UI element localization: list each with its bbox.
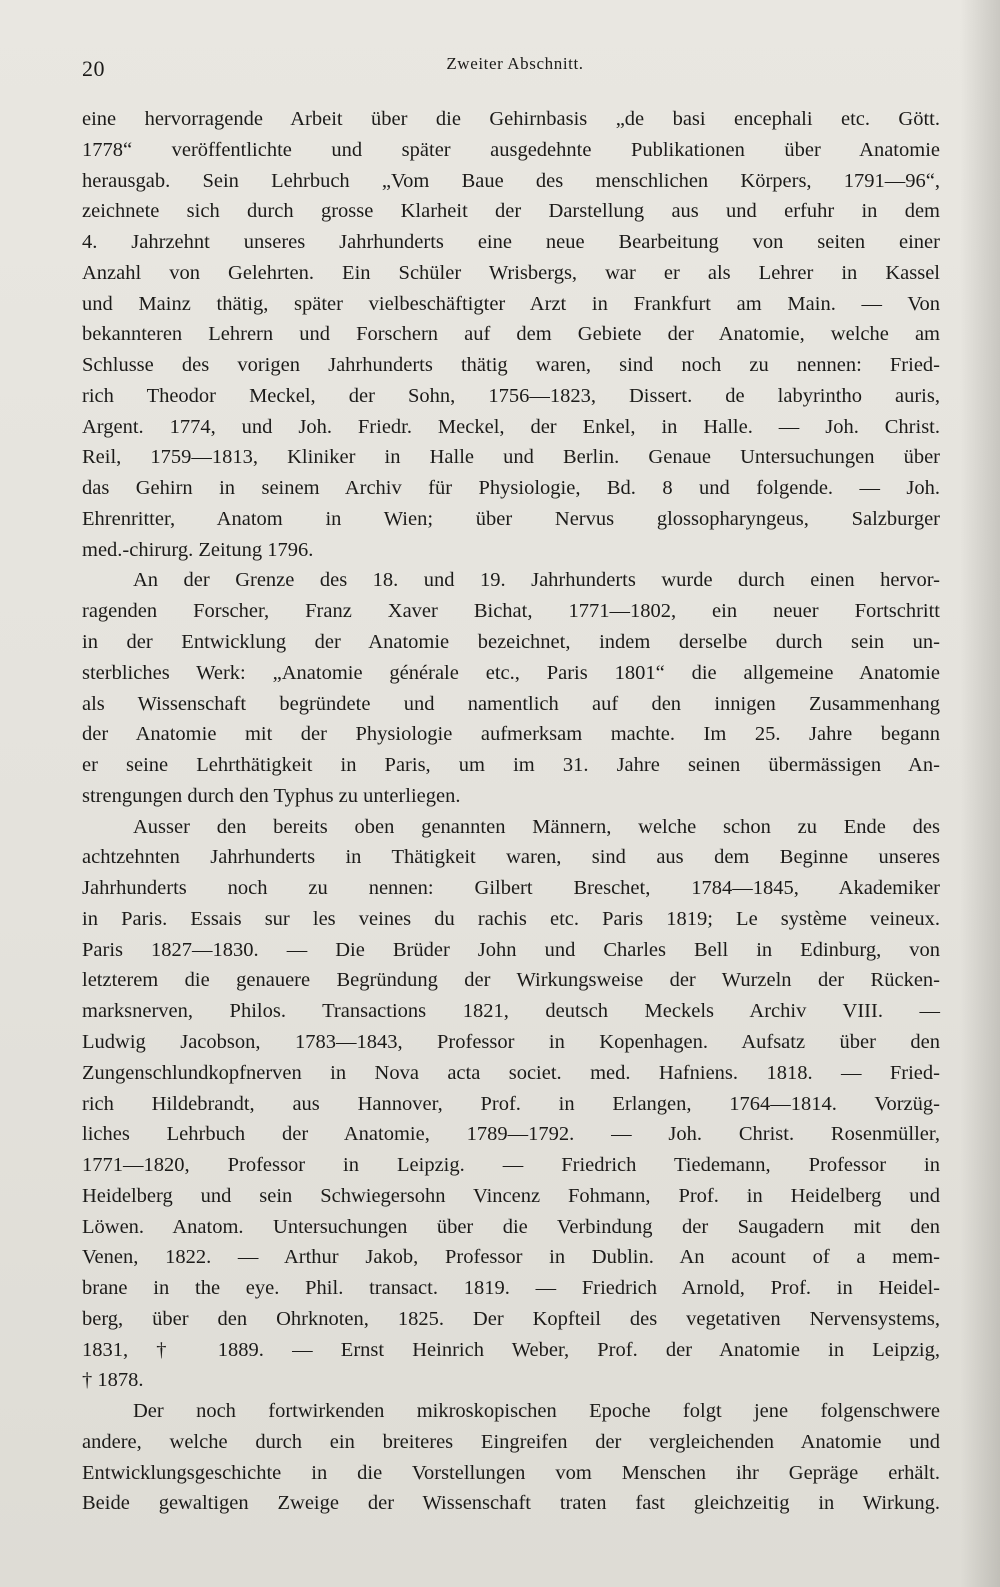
text-line: liches Lehrbuch der Anatomie, 1789—1792. — Joh. Christ. Rosenmüller, [82, 1123, 940, 1146]
text-line: in Paris. Essais sur les veines du rachis etc. Paris 1819; Le système veineux. [82, 907, 940, 930]
text-line: bekannteren Lehrern und Forschern auf dem Gebiete der Anatomie, welche am [82, 323, 940, 346]
text-line: andere, welche durch ein breiteres Eingreifen der vergleichenden Anatomie und [82, 1430, 940, 1453]
text-line: sterbliches Werk: „Anatomie générale etc., Paris 1801“ die allgemeine Anatomie [82, 661, 940, 684]
text-line: 1831, † 1889. — Ernst Heinrich Weber, Prof. der Anatomie in Leipzig, [82, 1338, 940, 1361]
text-line: und Mainz thätig, später vielbeschäftigter Arzt in Frankfurt am Main. — Von [82, 292, 940, 315]
page-header [82, 52, 948, 86]
text-line: Anzahl von Gelehrten. Ein Schüler Wrisbergs, war er als Lehrer in Kassel [82, 261, 940, 284]
running-head: Zweiter Abschnitt. [446, 54, 584, 73]
binding-shadow [960, 0, 1000, 1587]
paragraph-start-line: Der noch fortwirkenden mikroskopischen Epoche folgt jene folgenschwere [133, 1400, 940, 1423]
text-line: marksnerven, Philos. Transactions 1821, deutsch Meckels Archiv VIII. — [82, 1000, 940, 1023]
text-line: Löwen. Anatom. Untersuchungen über die Verbindung der Saugadern mit den [82, 1215, 940, 1238]
text-line: eine hervorragende Arbeit über die Gehirnbasis „de basi encephali etc. Gött. [82, 108, 940, 130]
text-line: das Gehirn in seinem Archiv für Physiologie, Bd. 8 und folgende. — Joh. [82, 477, 940, 500]
text-line: Beide gewaltigen Zweige der Wissenschaft traten fast gleichzeitig in Wirkung. [82, 1492, 940, 1515]
text-line: Paris 1827—1830. — Die Brüder John und Charles Bell in Edinburg, von [82, 938, 940, 961]
text-line: berg, über den Ohrknoten, 1825. Der Kopfteil des vegetativen Nervensystems, [82, 1307, 940, 1330]
text-line: † 1878. [82, 1369, 144, 1392]
text-line: rich Theodor Meckel, der Sohn, 1756—1823, Dissert. de labyrintho auris, [82, 384, 940, 407]
text-line: Entwicklungsgeschichte in die Vorstellungen vom Menschen ihr Gepräge erhält. [82, 1461, 940, 1484]
text-line: herausgab. Sein Lehrbuch „Vom Baue des menschlichen Körpers, 1791—96“, [82, 169, 940, 192]
text-line: brane in the eye. Phil. transact. 1819. — Friedrich Arnold, Prof. in Heidel- [82, 1277, 940, 1300]
text-line: 1778“ veröffentlichte und später ausgedehnte Publikationen über Anatomie [82, 138, 940, 161]
text-line: strengungen durch den Typhus zu unterliegen. [82, 784, 461, 807]
text-line: als Wissenschaft begründete und namentlich auf den innigen Zusammenhang [82, 692, 940, 715]
text-line: Ehrenritter, Anatom in Wien; über Nervus glossopharyngeus, Salzburger [82, 507, 940, 530]
paragraph-start-line: An der Grenze des 18. und 19. Jahrhunderts wurde durch einen hervor- [133, 569, 940, 592]
text-line: 4. Jahrzehnt unseres Jahrhunderts eine neue Bearbeitung von seiten einer [82, 231, 940, 254]
text-line: in der Entwicklung der Anatomie bezeichnet, indem derselbe durch sein un- [82, 631, 940, 654]
text-line: Heidelberg und sein Schwiegersohn Vincenz Fohmann, Prof. in Heidelberg und [82, 1184, 940, 1207]
text-line: letzterem die genauere Begründung der Wirkungsweise der Wurzeln der Rücken- [82, 969, 940, 992]
text-line: zeichnete sich durch grosse Klarheit der Darstellung aus und erfuhr in dem [82, 200, 940, 223]
paragraph-start-line: Ausser den bereits oben genannten Männern, welche schon zu Ende des [133, 815, 940, 838]
text-line: Reil, 1759—1813, Kliniker in Halle und Berlin. Genaue Untersuchungen über [82, 446, 940, 469]
text-line: Zungenschlundkopfnerven in Nova acta societ. med. Hafniens. 1818. — Fried- [82, 1061, 940, 1084]
text-line: 1771—1820, Professor in Leipzig. — Friedrich Tiedemann, Professor in [82, 1154, 940, 1177]
text-line: der Anatomie mit der Physiologie aufmerksam machte. Im 25. Jahre begann [82, 723, 940, 746]
text-line: Jahrhunderts noch zu nennen: Gilbert Breschet, 1784—1845, Akademiker [82, 877, 940, 900]
text-line: Schlusse des vorigen Jahrhunderts thätig waren, sind noch zu nennen: Fried- [82, 354, 940, 377]
page-number: 20 [82, 56, 105, 81]
text-line: er seine Lehrthätigkeit in Paris, um im 31. Jahre seinen übermässigen An- [82, 754, 940, 777]
text-line: Argent. 1774, und Joh. Friedr. Meckel, der Enkel, in Halle. — Joh. Christ. [82, 415, 940, 438]
text-line: med.-chirurg. Zeitung 1796. [82, 538, 314, 561]
text-line: rich Hildebrandt, aus Hannover, Prof. in Erlangen, 1764—1814. Vorzüg- [82, 1092, 940, 1115]
text-line: ragenden Forscher, Franz Xaver Bichat, 1771—1802, ein neuer Fortschritt [82, 600, 940, 623]
body-text [82, 104, 940, 1519]
text-line: Venen, 1822. — Arthur Jakob, Professor in Dublin. An acount of a mem- [82, 1246, 940, 1269]
text-line: achtzehnten Jahrhunderts in Thätigkeit waren, sind aus dem Beginne unseres [82, 846, 940, 869]
text-line: Ludwig Jacobson, 1783—1843, Professor in Kopenhagen. Aufsatz über den [82, 1030, 940, 1053]
